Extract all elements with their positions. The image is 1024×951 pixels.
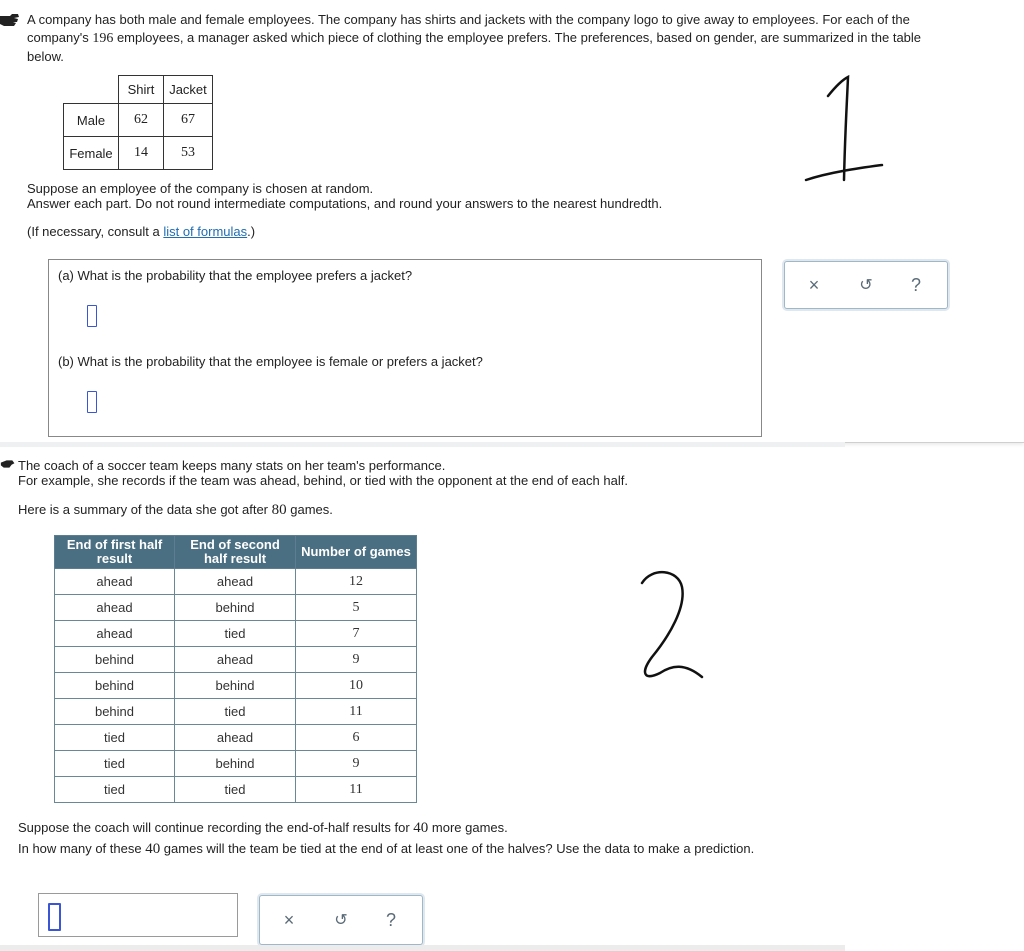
prediction-question — [18, 841, 754, 857]
suppose-text: more games. — [428, 820, 508, 835]
formulas-link[interactable]: list of formulas — [163, 224, 248, 239]
bottom-scroll-strip — [0, 945, 845, 951]
summary-text: games. — [286, 502, 333, 517]
employee-count: 196 — [92, 31, 114, 46]
pointer-hand-icon — [0, 459, 16, 469]
intro-line: below. — [27, 49, 64, 64]
header-second-half: End of second half result — [175, 536, 296, 569]
handwritten-number-2 — [630, 565, 710, 685]
table-corner — [64, 76, 119, 104]
help-button[interactable]: ? — [910, 274, 921, 295]
col-header-shirt: Shirt — [119, 76, 164, 104]
handwritten-number-1 — [800, 72, 890, 187]
summary-line — [18, 502, 333, 518]
result-cell: ahead — [175, 725, 296, 751]
intro-line: For example, she records if the team was ahead, behind, or tied with the opponent at the end of each half. — [18, 473, 628, 488]
result-cell: behind — [55, 699, 175, 725]
summary-text: Here is a summary of the data she got after — [18, 502, 272, 517]
answer-toolbar — [259, 895, 423, 945]
intro-line — [27, 29, 1012, 48]
formula-note — [27, 224, 255, 239]
intro-line: The coach of a soccer team keeps many stats on her team's performance. — [18, 458, 446, 473]
result-cell: behind — [175, 595, 296, 621]
suppose-text: Suppose the coach will continue recording the end-of-half results for — [18, 820, 414, 835]
games-count-cell: 12 — [296, 569, 417, 595]
help-button[interactable]: ? — [385, 909, 396, 930]
formula-prefix: (If necessary, consult a — [27, 224, 164, 239]
intro-text: company's — [27, 30, 93, 45]
games-count-cell: 10 — [296, 673, 417, 699]
instruction-line: Answer each part. Do not round intermediate computations, and round your answers to the nearest hundredth. — [27, 196, 663, 211]
problem-1-panel — [0, 0, 1024, 443]
table-row — [55, 595, 417, 621]
result-cell: tied — [175, 621, 296, 647]
result-cell: ahead — [175, 569, 296, 595]
prediction-setup — [18, 820, 508, 836]
games-count-cell: 6 — [296, 725, 417, 751]
part-a-answer-input[interactable] — [87, 305, 97, 327]
hidden-toolbar-strip — [0, 442, 845, 447]
table-row — [55, 569, 417, 595]
games-count-cell: 9 — [296, 647, 417, 673]
more-games-count: 40 — [413, 820, 429, 836]
pointer-hand-icon — [0, 13, 20, 27]
question-text: games will the team be tied at the end of at least one of the halves? Use the data to make a prediction. — [160, 841, 755, 856]
formula-suffix: .) — [247, 224, 256, 239]
header-number-of-games: Number of games — [296, 536, 417, 569]
row-header-male: Male — [64, 104, 119, 137]
result-cell: ahead — [55, 595, 175, 621]
table-row — [55, 777, 417, 803]
contingency-table — [63, 75, 213, 170]
intro-text: employees, a manager asked which piece of clothing the employee prefers. The preferences, based on gender, are summarized in the table — [113, 30, 922, 45]
result-cell: tied — [55, 777, 175, 803]
result-cell: tied — [175, 777, 296, 803]
table-row — [55, 699, 417, 725]
header-first-half: End of first half result — [55, 536, 175, 569]
problem-2-intro — [18, 458, 628, 488]
results-table-body — [55, 569, 417, 803]
intro-line: A company has both male and female employees. The company has shirts and jackets with the company logo to give away to employees. For each of the — [27, 12, 910, 27]
result-cell: behind — [175, 751, 296, 777]
result-cell: ahead — [175, 647, 296, 673]
clear-button[interactable]: × — [283, 909, 295, 930]
part-b-answer-input[interactable] — [87, 391, 97, 413]
problem-1-intro — [27, 11, 1012, 66]
table-cell: 67 — [164, 104, 213, 137]
result-cell: ahead — [55, 621, 175, 647]
result-cell: behind — [175, 673, 296, 699]
question-text: In how many of these — [18, 841, 146, 856]
table-row — [55, 751, 417, 777]
prediction-answer-box — [38, 893, 238, 937]
instruction-line: Suppose an employee of the company is chosen at random. — [27, 181, 374, 196]
result-cell: ahead — [55, 569, 175, 595]
table-row — [55, 647, 417, 673]
result-cell: tied — [55, 751, 175, 777]
table-cell: 14 — [119, 137, 164, 170]
result-cell: behind — [55, 673, 175, 699]
col-header-jacket: Jacket — [164, 76, 213, 104]
row-header-female: Female — [64, 137, 119, 170]
part-a-question: (a) What is the probability that the employee prefers a jacket? — [58, 268, 413, 283]
result-cell: tied — [175, 699, 296, 725]
table-cell: 53 — [164, 137, 213, 170]
answer-box — [48, 259, 762, 437]
games-count-cell: 11 — [296, 699, 417, 725]
table-row — [55, 621, 417, 647]
games-count: 40 — [145, 841, 161, 857]
prediction-answer-input[interactable] — [48, 903, 61, 931]
result-cell: behind — [55, 647, 175, 673]
problem-1-instructions — [27, 181, 662, 211]
games-count-cell: 7 — [296, 621, 417, 647]
games-count-cell: 9 — [296, 751, 417, 777]
result-cell: tied — [55, 725, 175, 751]
table-row — [55, 673, 417, 699]
clear-button[interactable]: × — [808, 274, 820, 295]
games-count-cell: 11 — [296, 777, 417, 803]
results-table — [54, 535, 417, 803]
answer-toolbar — [784, 261, 948, 309]
table-row — [55, 725, 417, 751]
games-count: 80 — [271, 502, 287, 518]
undo-button[interactable]: ↺ — [859, 277, 873, 294]
part-b-question: (b) What is the probability that the employee is female or prefers a jacket? — [58, 354, 483, 369]
undo-button[interactable]: ↺ — [334, 912, 348, 929]
games-count-cell: 5 — [296, 595, 417, 621]
table-cell: 62 — [119, 104, 164, 137]
